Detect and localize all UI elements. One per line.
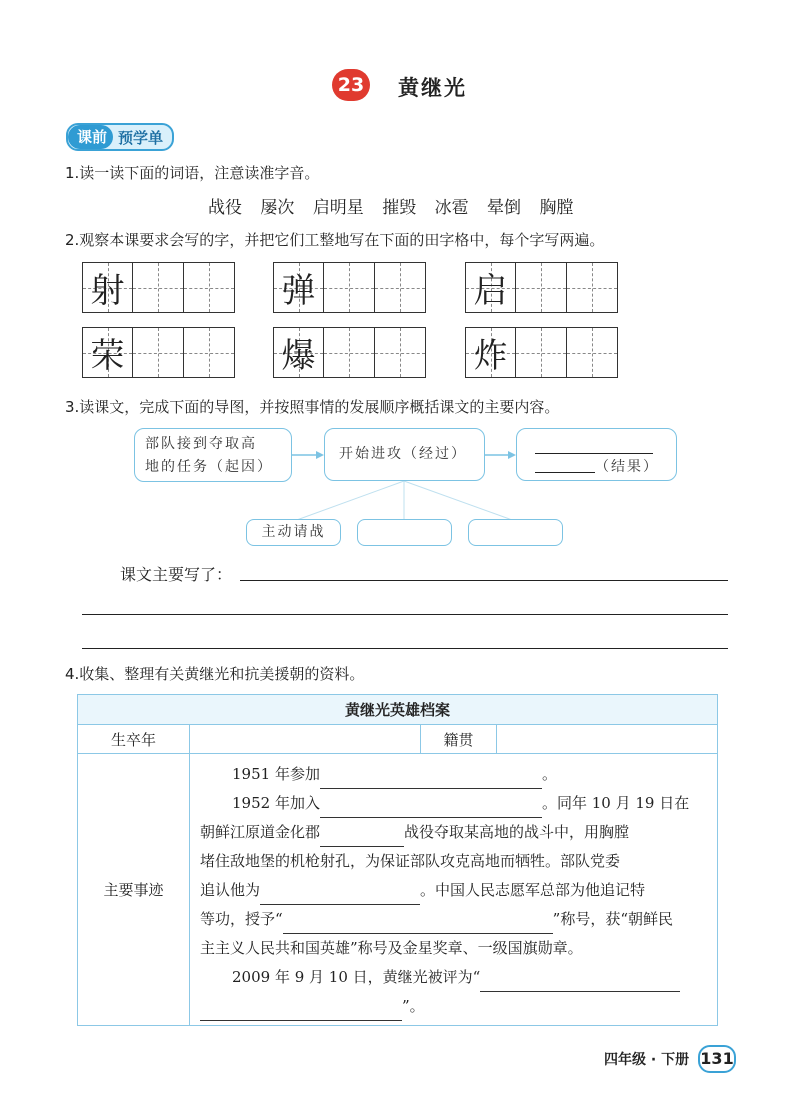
mindmap-process-box	[324, 428, 485, 481]
deeds-content	[190, 754, 718, 1026]
deeds-text: ”称号，获“朝鲜民	[552, 910, 674, 928]
model-char: 荣	[90, 336, 125, 376]
cause-line1: 部队接到夺取高	[145, 436, 257, 452]
answer-blank[interactable]	[480, 991, 680, 992]
deeds-text: 1952 年加入	[232, 794, 320, 812]
deeds-text: 战役夺取某高地的战斗中，用胸膛	[404, 823, 630, 841]
model-char: 射	[90, 271, 125, 311]
deeds-text: ”。	[402, 997, 425, 1015]
section-tag-part1: 课前	[68, 125, 113, 149]
mindmap-sub-box-1: 主动请战	[246, 519, 341, 546]
word: 摧毁	[382, 198, 417, 218]
section-tag-part2: 预学单	[118, 128, 164, 147]
mindmap-sub-box-2[interactable]	[357, 519, 452, 546]
deeds-text: 等功，授予“	[200, 910, 283, 928]
cause-line2: 地的任务（起因）	[145, 459, 273, 475]
summary-line-1[interactable]	[240, 580, 728, 581]
result-label: （结果）	[595, 459, 659, 475]
deeds-text: 。同年 10 月 19 日在	[541, 794, 690, 812]
word: 胸膛	[539, 198, 574, 218]
lesson-title: 黄继光	[398, 76, 467, 100]
question-2: 2.观察本课要求会写的字，并把它们工整地写在下面的田字格中，每个字写两遍。	[65, 231, 605, 249]
hero-archive-table	[77, 694, 718, 1026]
deeds-text: 堵住敌地堡的机枪射孔，为保证部队攻克高地而牺牲。部队党委	[200, 852, 621, 870]
process-label: 开始进攻（经过）	[339, 446, 467, 462]
birth-value[interactable]	[190, 725, 421, 754]
mindmap-cause-box	[134, 428, 292, 482]
summary-label: 课文主要写了：	[120, 565, 233, 584]
summary-line-3[interactable]	[82, 648, 728, 649]
deeds-text: 追认他为	[200, 881, 261, 899]
word: 战役	[208, 198, 242, 218]
grid-cell[interactable]	[465, 262, 516, 313]
grid-cell[interactable]	[273, 327, 324, 378]
deeds-text: 。中国人民志愿军总部为他追记特	[420, 881, 646, 899]
result-blank-line2[interactable]	[535, 472, 595, 473]
grid-cell[interactable]	[82, 262, 133, 313]
grid-cell[interactable]	[273, 262, 324, 313]
question-4: 4.收集、整理有关黄继光和抗美援朝的资料。	[65, 665, 365, 683]
grid-cell[interactable]	[465, 327, 516, 378]
word: 启明星	[312, 198, 364, 218]
question-3: 3.读课文，完成下面的导图，并按照事情的发展顺序概括课文的主要内容。	[65, 398, 560, 416]
answer-blank[interactable]	[200, 1020, 402, 1021]
lesson-number-badge: 23	[332, 69, 370, 101]
model-char: 炸	[473, 336, 508, 376]
result-blank-line1[interactable]	[535, 453, 653, 454]
origin-value[interactable]	[497, 725, 718, 754]
birth-label: 生卒年	[78, 725, 190, 754]
deeds-text: 2009 年 9 月 10 日，黄继光被评为“	[232, 968, 481, 986]
word: 屡次	[260, 198, 295, 218]
table-title: 黄继光英雄档案	[78, 695, 718, 725]
word: 晕倒	[487, 198, 522, 218]
word: 冰雹	[434, 198, 469, 218]
deeds-label: 主要事迹	[78, 754, 190, 1026]
origin-label: 籍贯	[421, 725, 497, 754]
grade-label: 四年级 · 下册	[604, 1052, 690, 1068]
grid-cell[interactable]	[82, 327, 133, 378]
question-1: 1.读一读下面的词语，注意读准字音。	[65, 164, 320, 182]
mindmap-sub-box-3[interactable]	[468, 519, 563, 546]
deeds-text: 。	[541, 765, 557, 783]
page-number: 131	[698, 1045, 736, 1073]
deeds-text: 主主义人民共和国英雄”称号及金星奖章、一级国旗勋章。	[200, 939, 583, 957]
mindmap-result-box	[516, 428, 677, 481]
model-char: 弹	[281, 271, 316, 311]
model-char: 启	[473, 271, 508, 311]
deeds-text: 1951 年参加	[232, 765, 320, 783]
model-char: 爆	[281, 336, 316, 376]
summary-line-2[interactable]	[82, 614, 728, 615]
deeds-text: 朝鲜江原道金化郡	[200, 823, 321, 841]
